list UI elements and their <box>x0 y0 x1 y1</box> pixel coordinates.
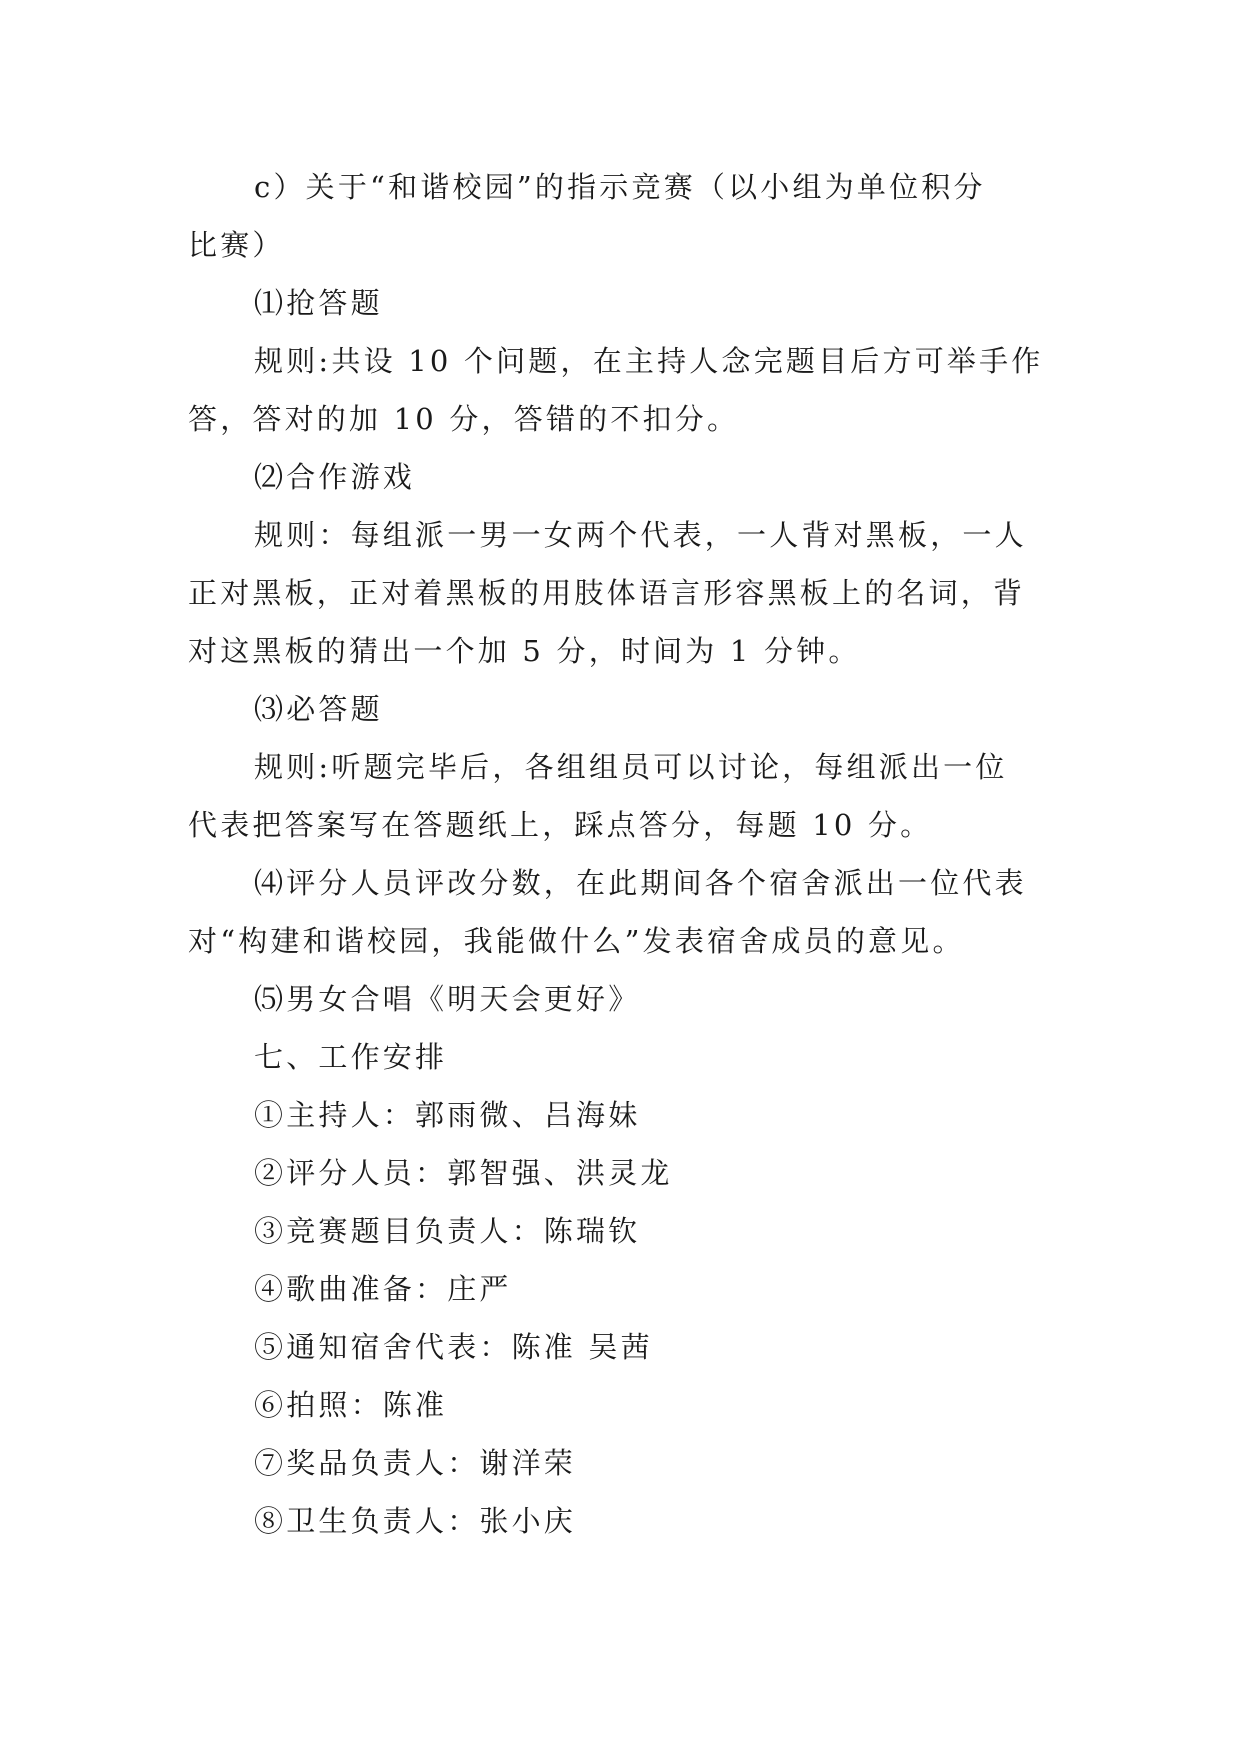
item-3-rule-line-1: 规则:听题完毕后，各组组员可以讨论，每组派出一位 <box>254 750 1008 784</box>
item-3-title: ⑶必答题 <box>254 692 383 726</box>
section-7-title: 七、工作安排 <box>254 1040 448 1074</box>
item-4-line-2: 对“构建和谐校园，我能做什么”发表宿舍成员的意见。 <box>188 924 965 958</box>
item-4-line-1: ⑷评分人员评改分数，在此期间各个宿舍派出一位代表 <box>254 866 1027 900</box>
item-1-rule-line-1: 规则:共设 10 个问题，在主持人念完题目后方可举手作 <box>254 344 1044 378</box>
section-c-line-1: c）关于“和谐校园”的指示竞赛（以小组为单位积分 <box>254 170 986 204</box>
item-1-rule-line-2: 答，答对的加 10 分，答错的不扣分。 <box>188 402 740 436</box>
section-c-heading <box>188 158 1048 274</box>
assignment-item: ⑧卫生负责人：张小庆 <box>254 1504 577 1538</box>
item-1-rule <box>188 332 1048 448</box>
item-2-rule-line-1: 规则：每组派一男一女两个代表，一人背对黑板，一人 <box>254 518 1027 552</box>
assignment-item: ⑦奖品负责人：谢洋荣 <box>254 1446 577 1480</box>
assignment-item: ①主持人：郭雨微、吕海妹 <box>254 1098 641 1132</box>
assignment-item: ③竞赛题目负责人：陈瑞钦 <box>254 1214 641 1248</box>
item-4 <box>188 854 1048 970</box>
item-3-rule <box>188 738 1048 854</box>
assignment-item: ⑥拍照：陈准 <box>254 1388 448 1422</box>
item-5: ⑸男女合唱《明天会更好》 <box>254 982 641 1016</box>
assignment-item: ②评分人员：郭智强、洪灵龙 <box>254 1156 673 1190</box>
section-c-line-2: 比赛） <box>188 228 285 262</box>
item-2-rule <box>188 506 1048 680</box>
item-2-rule-line-2: 正对黑板，正对着黑板的用肢体语言形容黑板上的名词，背 <box>188 576 1026 610</box>
item-1-title: ⑴抢答题 <box>254 286 383 320</box>
assignment-item: ④歌曲准备：庄严 <box>254 1272 512 1306</box>
document-page <box>188 158 1048 1550</box>
item-3-rule-line-2: 代表把答案写在答题纸上，踩点答分，每题 10 分。 <box>188 808 933 842</box>
item-2-rule-line-3: 对这黑板的猜出一个加 5 分，时间为 1 分钟。 <box>188 634 861 668</box>
item-2-title: ⑵合作游戏 <box>254 460 416 494</box>
assignment-item: ⑤通知宿舍代表：陈准 吴茜 <box>254 1330 653 1364</box>
